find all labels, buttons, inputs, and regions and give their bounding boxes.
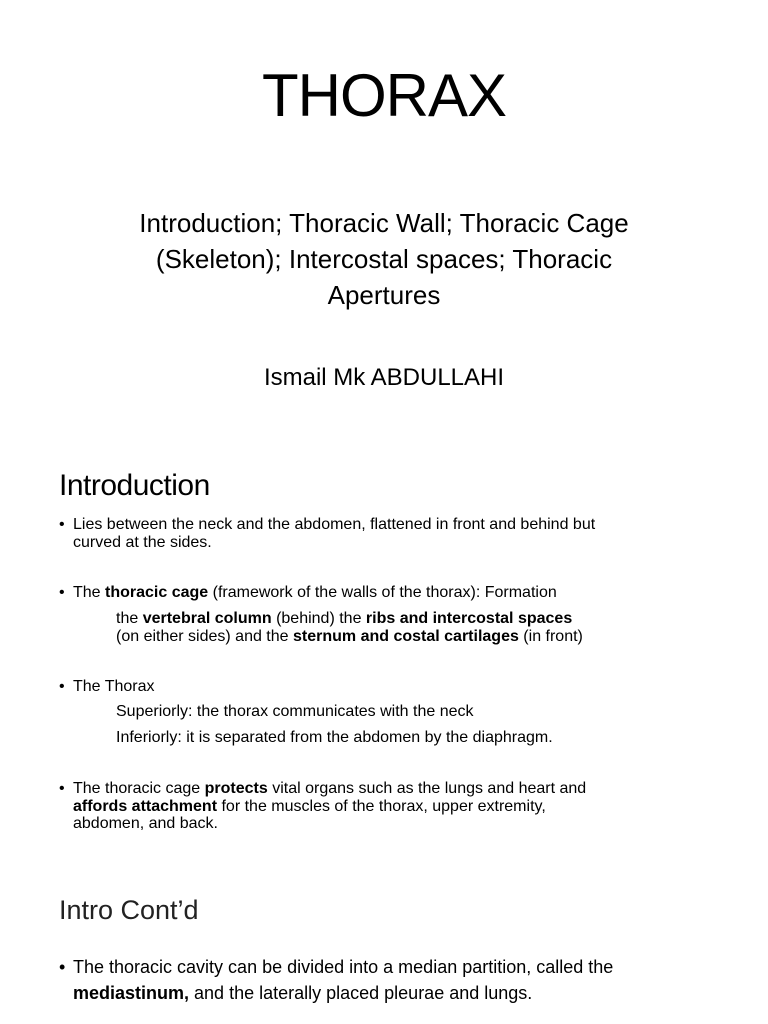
bullet-item [59,780,719,833]
subtitle-line: Apertures [327,280,441,310]
author-name: Ismail Mk ABDULLAHI [263,364,505,391]
text-run: and the laterally placed pleurae and lungs. [189,983,533,1003]
bullet-icon: • [59,780,65,797]
indented-lines [116,610,716,645]
bullet-icon: • [59,957,66,977]
text-run: (in front) [518,627,583,645]
introduction-slide [0,430,768,870]
text-run: The [73,584,106,601]
bullet-icon: • [59,678,65,695]
bold-term: protects [204,780,268,797]
text-run: vital organs such as the lungs and heart and [267,780,587,797]
bullet-line: The thoracic cavity can be divided into a median partition, called the [73,957,614,977]
bullet-line [73,980,719,1006]
slide-subtitle [84,205,684,313]
bullet-icon: • [59,584,65,601]
bullet-item [59,678,719,696]
subtitle-line: (Skeleton); Intercostal spaces; Thoracic [155,244,613,274]
indented-line: Superiorly: the thorax communicates with the neck [116,703,474,720]
indented-line [116,628,716,646]
bullet-line [73,584,719,602]
title-slide [0,0,768,430]
bullet-line: Lies between the neck and the abdomen, flattened in front and behind but [73,516,596,533]
indented-line: Inferiorly: it is separated from the abdomen by the diaphragm. [116,729,553,746]
introduction-heading: Introduction [59,469,210,502]
bullet-item [59,954,719,1006]
bullet-line: The Thorax [73,678,155,695]
bullet-line: abdomen, and back. [73,815,218,832]
text-run: (behind) the [271,610,366,627]
bold-term: affords attachment [73,797,218,815]
bullet-line [73,798,719,816]
bold-term: thoracic cage [105,584,209,601]
bold-term: ribs and intercostal spaces [365,610,573,627]
bullet-line: curved at the sides. [73,533,212,551]
bold-term: sternum and costal cartilages [293,627,519,645]
indented-line [116,610,716,628]
bullet-icon: • [59,516,65,533]
text-run: (framework of the walls of the thorax): Formation [208,584,557,601]
subtitle-line: Introduction; Thoracic Wall; Thoracic Cage [139,208,629,238]
intro-contd-slide [0,870,768,1024]
bullet-item [59,584,719,602]
bullet-item [59,516,719,551]
bold-term: vertebral column [142,610,272,627]
slide-title: THORAX [261,62,507,129]
intro-contd-heading: Intro Cont’d [59,895,199,925]
bold-term: mediastinum, [73,983,190,1003]
bullet-line [73,780,719,798]
text-run: for the muscles of the thorax, upper extremity, [217,797,546,815]
text-run: The thoracic cage [73,780,205,797]
text-run: the [116,610,143,627]
text-run: (on either sides) and the [116,627,293,645]
